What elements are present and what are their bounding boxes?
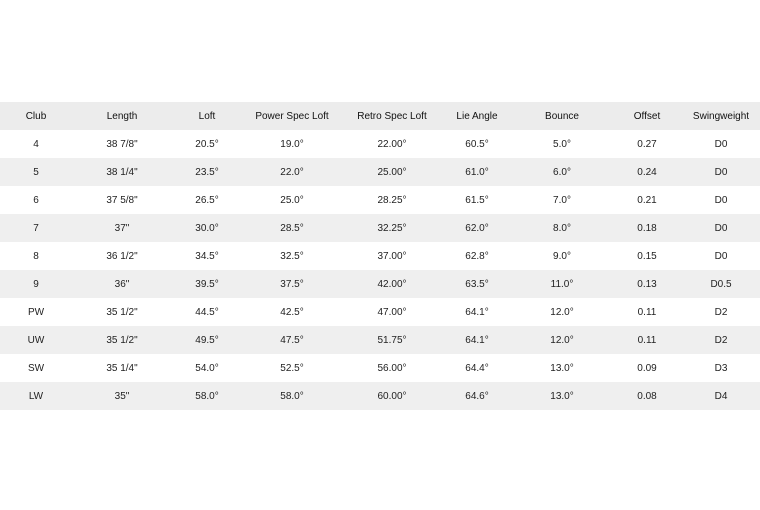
table-row bbox=[0, 158, 760, 186]
cell-lie-angle: 62.8° bbox=[465, 250, 489, 262]
club-spec-table bbox=[0, 102, 760, 410]
cell-lie-angle: 62.0° bbox=[465, 222, 489, 234]
cell-length: 35" bbox=[114, 390, 130, 402]
cell-length: 36 1/2" bbox=[106, 250, 138, 262]
cell-offset: 0.15 bbox=[637, 250, 657, 262]
cell-length: 38 7/8" bbox=[106, 138, 138, 150]
table-header-row bbox=[0, 102, 760, 130]
cell-loft: 49.5° bbox=[195, 334, 219, 346]
cell-offset: 0.11 bbox=[637, 306, 657, 318]
cell-swingweight: D0 bbox=[714, 138, 728, 150]
cell-lie-angle: 61.0° bbox=[465, 166, 489, 178]
cell-retro-spec-loft: 60.00° bbox=[377, 390, 407, 402]
cell-loft: 54.0° bbox=[195, 362, 219, 374]
cell-lie-angle: 63.5° bbox=[465, 278, 489, 290]
cell-bounce: 7.0° bbox=[553, 194, 571, 206]
cell-offset: 0.18 bbox=[637, 222, 657, 234]
cell-length: 35 1/2" bbox=[106, 306, 138, 318]
cell-bounce: 11.0° bbox=[550, 278, 574, 290]
cell-swingweight: D0 bbox=[714, 194, 728, 206]
cell-loft: 44.5° bbox=[195, 306, 219, 318]
cell-lie-angle: 61.5° bbox=[465, 194, 489, 206]
header-length: Length bbox=[106, 110, 138, 122]
table-row bbox=[0, 382, 760, 410]
cell-power-spec-loft: 19.0° bbox=[280, 138, 304, 150]
cell-club: 4 bbox=[33, 138, 39, 150]
cell-offset: 0.27 bbox=[637, 138, 657, 150]
cell-power-spec-loft: 52.5° bbox=[280, 362, 304, 374]
header-retro-spec-loft: Retro Spec Loft bbox=[357, 110, 427, 122]
cell-swingweight: D2 bbox=[714, 306, 728, 318]
table-row bbox=[0, 214, 760, 242]
header-bounce: Bounce bbox=[545, 110, 579, 122]
cell-bounce: 5.0° bbox=[553, 138, 571, 150]
cell-lie-angle: 64.4° bbox=[465, 362, 489, 374]
cell-length: 37" bbox=[114, 222, 130, 234]
cell-offset: 0.09 bbox=[637, 362, 657, 374]
table-row bbox=[0, 242, 760, 270]
cell-retro-spec-loft: 22.00° bbox=[377, 138, 407, 150]
cell-loft: 30.0° bbox=[195, 222, 219, 234]
cell-swingweight: D0 bbox=[714, 222, 728, 234]
cell-swingweight: D0.5 bbox=[710, 278, 732, 290]
cell-loft: 34.5° bbox=[195, 250, 219, 262]
cell-bounce: 6.0° bbox=[553, 166, 571, 178]
cell-club: 8 bbox=[33, 250, 39, 262]
cell-power-spec-loft: 32.5° bbox=[280, 250, 304, 262]
cell-bounce: 9.0° bbox=[553, 250, 571, 262]
header-offset: Offset bbox=[633, 110, 661, 122]
cell-power-spec-loft: 22.0° bbox=[280, 166, 304, 178]
cell-bounce: 12.0° bbox=[550, 334, 574, 346]
cell-bounce: 13.0° bbox=[550, 362, 574, 374]
table-row bbox=[0, 326, 760, 354]
table-row bbox=[0, 298, 760, 326]
header-swingweight: Swingweight bbox=[692, 110, 750, 122]
cell-loft: 20.5° bbox=[195, 138, 219, 150]
header-power-spec-loft: Power Spec Loft bbox=[255, 110, 329, 122]
cell-power-spec-loft: 47.5° bbox=[280, 334, 304, 346]
cell-bounce: 12.0° bbox=[550, 306, 574, 318]
cell-offset: 0.21 bbox=[637, 194, 657, 206]
cell-power-spec-loft: 37.5° bbox=[280, 278, 304, 290]
cell-loft: 23.5° bbox=[195, 166, 219, 178]
cell-club: LW bbox=[28, 390, 44, 402]
table-row bbox=[0, 130, 760, 158]
cell-length: 38 1/4" bbox=[106, 166, 138, 178]
cell-loft: 58.0° bbox=[195, 390, 219, 402]
table-row bbox=[0, 186, 760, 214]
cell-club: SW bbox=[27, 362, 45, 374]
spec-table-container bbox=[0, 102, 760, 410]
cell-offset: 0.13 bbox=[637, 278, 657, 290]
cell-retro-spec-loft: 25.00° bbox=[377, 166, 407, 178]
cell-swingweight: D2 bbox=[714, 334, 728, 346]
cell-retro-spec-loft: 32.25° bbox=[377, 222, 407, 234]
cell-club: 7 bbox=[33, 222, 39, 234]
cell-club: 9 bbox=[33, 278, 39, 290]
cell-bounce: 13.0° bbox=[550, 390, 574, 402]
cell-length: 35 1/4" bbox=[106, 362, 138, 374]
cell-lie-angle: 60.5° bbox=[465, 138, 489, 150]
table-row bbox=[0, 354, 760, 382]
cell-retro-spec-loft: 42.00° bbox=[377, 278, 407, 290]
cell-offset: 0.08 bbox=[637, 390, 657, 402]
cell-lie-angle: 64.6° bbox=[465, 390, 489, 402]
table-body bbox=[0, 130, 760, 410]
cell-club: 6 bbox=[33, 194, 39, 206]
cell-offset: 0.11 bbox=[637, 334, 657, 346]
cell-retro-spec-loft: 51.75° bbox=[377, 334, 407, 346]
cell-bounce: 8.0° bbox=[553, 222, 571, 234]
cell-swingweight: D3 bbox=[714, 362, 728, 374]
cell-swingweight: D0 bbox=[714, 250, 728, 262]
cell-club: UW bbox=[27, 334, 45, 346]
cell-power-spec-loft: 25.0° bbox=[280, 194, 304, 206]
cell-swingweight: D4 bbox=[714, 390, 728, 402]
header-lie-angle: Lie Angle bbox=[456, 110, 498, 122]
table-row bbox=[0, 270, 760, 298]
header-club: Club bbox=[25, 110, 47, 122]
cell-power-spec-loft: 42.5° bbox=[280, 306, 304, 318]
cell-length: 35 1/2" bbox=[106, 334, 138, 346]
cell-retro-spec-loft: 56.00° bbox=[377, 362, 407, 374]
cell-length: 37 5/8" bbox=[106, 194, 138, 206]
cell-swingweight: D0 bbox=[714, 166, 728, 178]
cell-loft: 26.5° bbox=[195, 194, 219, 206]
cell-length: 36" bbox=[114, 278, 130, 290]
cell-power-spec-loft: 28.5° bbox=[280, 222, 304, 234]
cell-club: 5 bbox=[33, 166, 39, 178]
cell-power-spec-loft: 58.0° bbox=[280, 390, 304, 402]
cell-club: PW bbox=[27, 306, 45, 318]
cell-offset: 0.24 bbox=[637, 166, 657, 178]
header-loft: Loft bbox=[198, 110, 216, 122]
cell-retro-spec-loft: 47.00° bbox=[377, 306, 407, 318]
cell-lie-angle: 64.1° bbox=[465, 306, 489, 318]
cell-lie-angle: 64.1° bbox=[465, 334, 489, 346]
cell-retro-spec-loft: 28.25° bbox=[377, 194, 407, 206]
cell-loft: 39.5° bbox=[195, 278, 219, 290]
cell-retro-spec-loft: 37.00° bbox=[377, 250, 407, 262]
